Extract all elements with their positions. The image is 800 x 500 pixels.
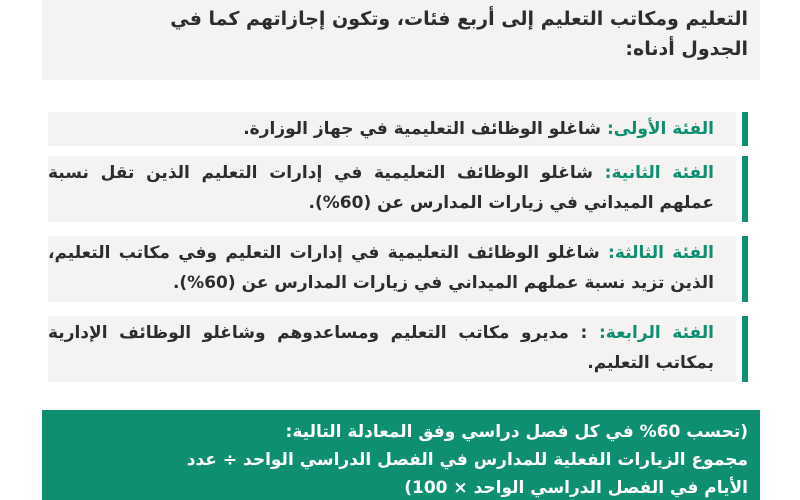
category-3-description: شاغلو الوظائف التعليمية في إدارات التعليم وفي مكاتب التعليم، الذين تزيد نسبة عملهم الميداني في زيارات المدارس عن (60%). — [48, 243, 714, 293]
category-4-label: الفئة الرابعة: — [598, 323, 714, 343]
intro-box — [42, 0, 760, 80]
category-2 — [48, 156, 736, 222]
formula-text — [54, 418, 748, 500]
category-3 — [48, 236, 736, 302]
intro-line-1: التعليم ومكاتب التعليم إلى أربع فئات، وتكون إجازاتهم كما في — [170, 8, 748, 30]
category-1-description: شاغلو الوظائف التعليمية في جهاز الوزارة. — [243, 119, 607, 139]
category-2-label: الفئة الثانية: — [604, 163, 715, 183]
category-4-description: : مديرو مكاتب التعليم ومساعدوهم وشاغلو الوظائف الإدارية بمكاتب التعليم. — [48, 323, 714, 373]
category-4 — [48, 316, 736, 382]
category-accent-bar — [742, 112, 748, 146]
category-1-text — [48, 112, 724, 146]
category-1-label: الفئة الأولى: — [606, 119, 714, 139]
formula-line-1: (تحسب 60% في كل فصل دراسي وفق المعادلة التالية: — [285, 422, 748, 442]
category-accent-bar — [742, 236, 748, 302]
category-2-description: شاغلو الوظائف التعليمية في إدارات التعليم الذين تقل نسبة عملهم الميداني في زيارات المدارس عن (60%). — [48, 163, 714, 213]
category-2-text — [48, 156, 724, 220]
intro-paragraph — [48, 4, 748, 64]
intro-line-2: الجدول أدناه: — [625, 38, 748, 60]
formula-line-2: مجموع الزيارات الفعلية للمدارس في الفصل الدراسي الواحد ÷ عدد — [186, 450, 748, 470]
category-1 — [48, 112, 736, 146]
formula-line-3: الأيام في الفصل الدراسي الواحد × 100) — [404, 478, 748, 498]
category-accent-bar — [742, 316, 748, 382]
formula-box — [42, 410, 760, 500]
category-3-label: الفئة الثالثة: — [608, 243, 715, 263]
category-accent-bar — [742, 156, 748, 222]
category-3-text — [48, 236, 724, 300]
category-4-text — [48, 316, 724, 380]
